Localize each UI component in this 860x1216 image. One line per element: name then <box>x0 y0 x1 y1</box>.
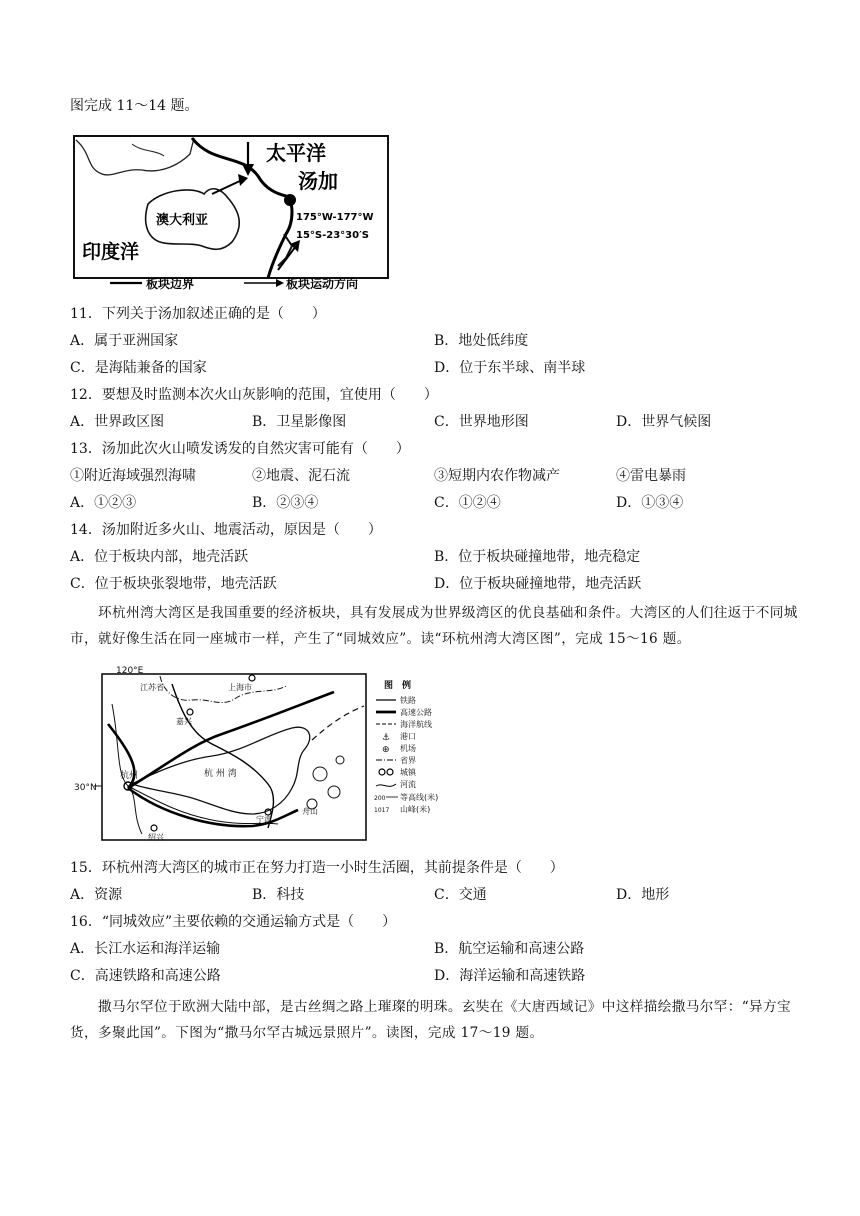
q11-option-b[interactable]: B．地处低纬度 <box>434 333 529 349</box>
q11-option-d[interactable]: D．位于东半球、南半球 <box>434 360 586 376</box>
q16-option-c[interactable]: C．高速铁路和高速公路 <box>70 968 221 984</box>
ningbo-label: 宁波 <box>256 815 272 824</box>
q16-option-d[interactable]: D．海洋运输和高速铁路 <box>434 968 586 984</box>
q13-option-a[interactable]: A．①②③ <box>70 495 137 511</box>
legend-item: 高速公路 <box>400 708 432 717</box>
pacific-label: 太平洋 <box>266 141 326 165</box>
q14-option-d[interactable]: D．位于板块碰撞地带，地壳活跃 <box>434 576 642 592</box>
anchor-icon: ⚓ <box>382 733 391 743</box>
q15-option-b[interactable]: B．科技 <box>252 887 305 903</box>
q12-option-a[interactable]: A．世界政区图 <box>70 414 165 430</box>
legend-peak-value: 1017 <box>374 807 390 814</box>
lon-label: 120°E <box>116 666 144 676</box>
map-frame <box>102 674 366 840</box>
q13-option-d[interactable]: D．①③④ <box>616 495 684 511</box>
q16-option-b[interactable]: B．航空运输和高速公路 <box>434 941 585 957</box>
legend-contour-value: 200 <box>374 795 386 802</box>
indian-ocean-label: 印度洋 <box>82 241 140 263</box>
hangzhou-map-svg <box>72 664 470 844</box>
q13-option-b[interactable]: B．②③④ <box>252 495 319 511</box>
latitude-label: 15°S-23°30′S <box>296 230 369 241</box>
tonga-plate-map <box>72 134 390 292</box>
q13-item-4: ④雷电暴雨 <box>616 468 686 484</box>
legend-town-icon <box>387 769 393 775</box>
shaoxing-label: 绍兴 <box>148 833 164 842</box>
q13-item-1: ①附近海域强烈海啸 <box>70 468 196 484</box>
legend-item: 铁路 <box>400 696 416 705</box>
legend-item: 机场 <box>400 744 416 753</box>
airport-icon: ⊕ <box>382 745 390 755</box>
passage-hangzhou-bay: 环杭州湾大湾区是我国重要的经济板块，具有发展成为世界级湾区的优良基础和条件。大湾区的人们往返于不同城市，就好像生活在同一座城市一样，产生了“同城效应”。读“环杭州湾大湾区图”，完成 15～16 题。 <box>70 605 798 647</box>
q16-stem: 16．“同城效应”主要依赖的交通运输方式是（ ） <box>70 914 397 930</box>
q15-option-a[interactable]: A．资源 <box>70 887 123 903</box>
australia-label: 澳大利亚 <box>156 213 209 228</box>
tonga-marker-icon <box>284 194 296 206</box>
q11-stem: 11．下列关于汤加叙述正确的是（ ） <box>70 306 326 322</box>
longitude-label: 175°W-177°W <box>296 212 374 223</box>
legend-item: 港口 <box>400 732 416 741</box>
legend-title: 图 例 <box>384 681 412 691</box>
legend-motion-label: 板块运动方向 <box>286 277 359 291</box>
q15-option-c[interactable]: C．交通 <box>434 887 487 903</box>
legend-boundary-label: 板块边界 <box>146 277 195 291</box>
jiangsu-label: 江苏省 <box>140 683 164 692</box>
legend-item: 海洋航线 <box>400 720 432 729</box>
passage-samarkand: 撒马尔罕位于欧洲大陆中部，是古丝绸之路上璀璨的明珠。玄奘在《大唐西域记》中这样描绘撒马尔罕：“异方宝货，多聚此国”。下图为“撒马尔罕古城远景照片”。读图，完成 17～19 题。 <box>70 999 792 1041</box>
q16-option-a[interactable]: A．长江水运和海洋运输 <box>70 941 221 957</box>
q13-item-2: ②地震、泥石流 <box>252 468 350 484</box>
shanghai-label: 上海市 <box>228 683 252 692</box>
legend-item: 等高线(米) <box>400 793 439 802</box>
legend-town-icon <box>379 769 385 775</box>
hangzhou-label: 杭州 <box>120 771 139 781</box>
q14-stem: 14．汤加附近多火山、地震活动，原因是（ ） <box>70 522 382 538</box>
q13-stem: 13．汤加此次火山喷发诱发的自然灾害可能有（ ） <box>70 441 410 457</box>
q14-option-c[interactable]: C．位于板块张裂地带，地壳活跃 <box>70 576 277 592</box>
legend-arrow-icon <box>276 279 284 287</box>
hangzhou-bay-map <box>72 664 470 844</box>
q12-option-b[interactable]: B．卫星影像图 <box>252 414 347 430</box>
q13-option-c[interactable]: C．①②④ <box>434 495 501 511</box>
lat-label: 30°N <box>74 783 97 793</box>
legend-item: 省界 <box>400 756 416 765</box>
q11-option-a[interactable]: A．属于亚洲国家 <box>70 333 179 349</box>
zhoushan-label: 舟山 <box>302 807 318 816</box>
tonga-map-svg <box>72 134 390 292</box>
q13-item-3: ③短期内农作物减产 <box>434 468 560 484</box>
legend-river-swatch <box>376 784 396 786</box>
jiaxing-label: 嘉兴 <box>176 717 192 726</box>
legend-item: 城镇 <box>400 768 416 777</box>
tonga-label: 汤加 <box>298 169 338 193</box>
q14-option-b[interactable]: B．位于板块碰撞地带，地壳稳定 <box>434 549 641 565</box>
q12-stem: 12．要想及时监测本次火山灰影响的范围，宜使用（ ） <box>70 387 438 403</box>
q14-option-a[interactable]: A．位于板块内部，地壳活跃 <box>70 549 249 565</box>
q15-option-d[interactable]: D．地形 <box>616 887 670 903</box>
q15-stem: 15．环杭州湾大湾区的城市正在努力打造一小时生活圈，其前提条件是（ ） <box>70 860 564 876</box>
legend-item: 山峰(米) <box>400 805 431 814</box>
q11-option-c[interactable]: C．是海陆兼备的国家 <box>70 360 207 376</box>
q12-option-d[interactable]: D．世界气候图 <box>616 414 712 430</box>
bay-label: 杭 州 湾 <box>204 769 237 779</box>
q12-option-c[interactable]: C．世界地形图 <box>434 414 529 430</box>
intro-line: 图完成 11～14 题。 <box>70 98 199 114</box>
legend-item: 河流 <box>400 780 416 789</box>
